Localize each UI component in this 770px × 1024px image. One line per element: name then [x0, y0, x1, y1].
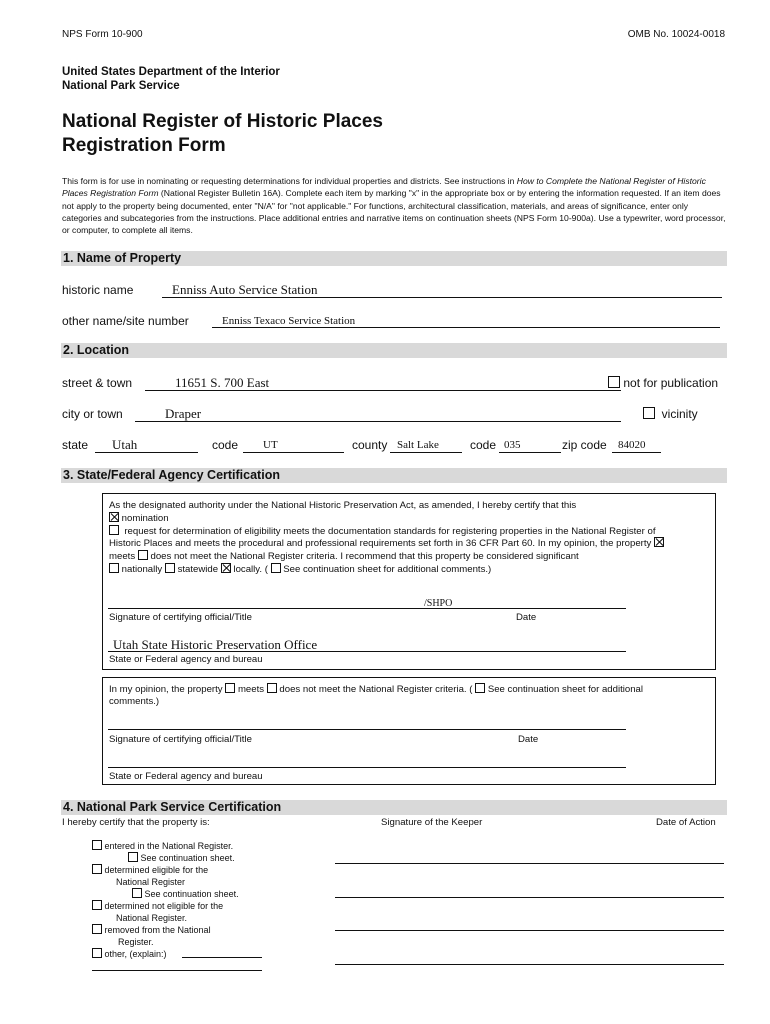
- determined-eligible-label-2: National Register: [116, 877, 186, 887]
- date2-label: Date: [518, 734, 539, 745]
- page-title: National Register of Historic Places: [62, 111, 383, 132]
- county-underline: [390, 452, 462, 453]
- county-label: county: [352, 438, 388, 452]
- service-name: National Park Service: [62, 80, 180, 92]
- see-continuation-2-checkbox[interactable]: [132, 888, 142, 898]
- nps-options: [92, 840, 282, 960]
- opinion-meets-label: meets: [237, 684, 265, 695]
- not-eligible-option[interactable]: [92, 900, 282, 912]
- significance-options: [109, 563, 669, 576]
- date-of-action-label: Date of Action: [656, 817, 716, 828]
- vicinity-checkbox[interactable]: [643, 407, 655, 419]
- entered-option[interactable]: [92, 840, 282, 852]
- signature2-label: Signature of certifying official/Title: [109, 734, 252, 745]
- keeper-line-not-eligible[interactable]: [335, 930, 724, 931]
- instructions-text: [62, 175, 727, 236]
- meets-label: meets: [109, 551, 136, 563]
- keeper-line-removed[interactable]: [335, 964, 724, 965]
- nationally-checkbox[interactable]: [109, 563, 119, 573]
- other-explain-line[interactable]: [182, 957, 262, 958]
- instructions-part: (National Register Bulletin 16A). Complete each item by marking "x" in the appropriate box or by entering the information requested. If an item does not apply to the property being documented, enter "N/A" for "not applicable." For functions, architectural classification, materials, and areas of significance, enter only categories and subcategories from the instructions. Place additional entries and narrative items on continuation sheets (NPS Form 10-900a). Use a typewriter, word processor, or computer, to complete all items.: [62, 188, 726, 236]
- instructions-part: This form is for use in nominating or requesting determinations for individual properties and districts. See instructions in: [62, 176, 517, 186]
- continuation-checkbox[interactable]: [271, 563, 281, 573]
- nomination-checkbox[interactable]: [109, 512, 119, 522]
- street-underline: [145, 390, 621, 391]
- does-not-meet-checkbox[interactable]: [138, 550, 148, 560]
- see-continuation-1-checkbox[interactable]: [128, 852, 138, 862]
- section-4-title: 4. National Park Service Certification: [63, 800, 282, 814]
- removed-option[interactable]: [92, 924, 282, 936]
- section-3-title: 3. State/Federal Agency Certification: [63, 468, 280, 482]
- section-2-title: 2. Location: [63, 343, 129, 357]
- state-code-label: code: [212, 438, 239, 452]
- opinion-continuation-checkbox[interactable]: [475, 683, 485, 693]
- nomination-label: nomination: [121, 512, 169, 524]
- locally-label: locally. (: [233, 563, 268, 575]
- keeper-line-entered[interactable]: [335, 863, 724, 864]
- opinion-does-not-meet-label: does not meet the National Register criteria. (: [279, 684, 473, 695]
- shpo-title: /SHPO: [424, 598, 453, 609]
- nomination-option[interactable]: [109, 512, 669, 525]
- county-code-field[interactable]: 035: [504, 439, 521, 451]
- street-label: street & town: [62, 376, 133, 390]
- instructions-bulletin-title: How to Complete the National Register of Historic Places Registration Form: [62, 176, 706, 199]
- vicinity-label: vicinity: [661, 407, 698, 421]
- section-2-header: [61, 343, 727, 358]
- state-code-field[interactable]: UT: [263, 439, 278, 451]
- determined-eligible-option[interactable]: [92, 864, 282, 876]
- city-label: city or town: [62, 407, 123, 421]
- continuation-label: See continuation sheet for additional comments.): [283, 563, 492, 575]
- agency2-line[interactable]: [108, 767, 626, 768]
- city-underline: [135, 421, 621, 422]
- state-field[interactable]: Utah: [112, 437, 138, 452]
- historic-name-field[interactable]: Enniss Auto Service Station: [172, 282, 318, 297]
- county-code-label: code: [470, 438, 497, 452]
- not-for-publication-label: not for publication: [623, 376, 719, 390]
- not-eligible-label-2: National Register.: [116, 913, 188, 923]
- state-label: state: [62, 438, 89, 452]
- other-name-label: other name/site number: [62, 314, 189, 328]
- signature-label: Signature of certifying official/Title: [109, 612, 252, 623]
- zip-field[interactable]: 84020: [618, 439, 646, 451]
- entered-checkbox[interactable]: [92, 840, 102, 850]
- department-name: United States Department of the Interior: [62, 66, 280, 78]
- page-subtitle: Registration Form: [62, 135, 226, 156]
- other-checkbox[interactable]: [92, 948, 102, 958]
- historic-name-underline: [162, 297, 722, 298]
- agency-field[interactable]: Utah State Historic Preservation Office: [113, 637, 318, 652]
- historic-name-label: historic name: [62, 283, 134, 297]
- other-name-field[interactable]: Enniss Texaco Service Station: [222, 315, 356, 327]
- keeper-label: Signature of the Keeper: [381, 817, 483, 828]
- other-explain-line-2[interactable]: [92, 970, 262, 971]
- other-name-underline: [212, 327, 720, 328]
- not-eligible-checkbox[interactable]: [92, 900, 102, 910]
- see-continuation-1-label: See continuation sheet.: [140, 853, 235, 863]
- city-field[interactable]: Draper: [165, 406, 202, 421]
- entered-label: entered in the National Register.: [104, 841, 234, 851]
- form-number: NPS Form 10-900: [62, 29, 143, 40]
- nationally-label: nationally: [121, 563, 163, 575]
- county-code-underline: [499, 452, 561, 453]
- other-label: other, (explain:): [104, 949, 167, 959]
- statewide-label: statewide: [177, 563, 219, 575]
- meets-checkbox[interactable]: [654, 537, 664, 547]
- opinion-meets-checkbox[interactable]: [225, 683, 235, 693]
- section-1-title: 1. Name of Property: [63, 251, 182, 265]
- county-field[interactable]: Salt Lake: [397, 439, 439, 451]
- agency-label: State or Federal agency and bureau: [109, 654, 263, 665]
- signature-line[interactable]: [108, 608, 626, 609]
- removed-label: removed from the National: [104, 925, 211, 935]
- not-eligible-label: determined not eligible for the: [104, 901, 224, 911]
- street-field[interactable]: 11651 S. 700 East: [175, 375, 270, 390]
- opinion-continuation-label: See continuation sheet for additional comments.): [109, 684, 644, 707]
- other-option[interactable]: [92, 948, 282, 960]
- locally-checkbox[interactable]: [221, 563, 231, 573]
- certify-statement: I hereby certify that the property is:: [62, 817, 210, 828]
- agency2-label: State or Federal agency and bureau: [109, 771, 263, 782]
- removed-label-2: Register.: [118, 937, 154, 947]
- does-not-meet-label: does not meet the National Register criteria. I recommend that this property be considered significant: [150, 551, 579, 563]
- see-continuation-1[interactable]: [92, 852, 282, 864]
- opinion-text: [109, 683, 679, 708]
- see-continuation-2-label: See continuation sheet.: [144, 889, 239, 899]
- state-certification-text: [109, 500, 669, 576]
- removed-checkbox[interactable]: [92, 924, 102, 934]
- not-for-publication-checkbox[interactable]: [608, 376, 620, 388]
- determined-eligible-checkbox[interactable]: [92, 864, 102, 874]
- request-determination-label: request for determination of eligibility meets the documentation standards for registering properties in the National Register of Historic Places and meets the procedural and professional requirements set forth in 36 CFR Part 60. In my opinion, the property: [109, 525, 656, 550]
- request-determination-checkbox[interactable]: [109, 525, 119, 535]
- state-code-underline: [243, 452, 344, 453]
- opinion-does-not-meet-checkbox[interactable]: [267, 683, 277, 693]
- determined-eligible-label: determined eligible for the: [104, 865, 209, 875]
- keeper-line-eligible[interactable]: [335, 897, 724, 898]
- agency-underline: [108, 651, 626, 652]
- vicinity[interactable]: [643, 407, 698, 421]
- section-4-header: [61, 800, 727, 815]
- request-determination: [109, 525, 669, 563]
- not-for-publication[interactable]: [608, 376, 718, 390]
- state-underline: [95, 452, 198, 453]
- zip-underline: [612, 452, 661, 453]
- date-label: Date: [516, 612, 537, 623]
- statewide-checkbox[interactable]: [165, 563, 175, 573]
- authority-statement: As the designated authority under the National Historic Preservation Act, as amended, I hereby certify that this: [109, 500, 577, 511]
- section-1-header: [61, 251, 727, 266]
- section-3-header: [61, 468, 727, 483]
- zip-label: zip code: [562, 438, 607, 452]
- see-continuation-2[interactable]: [92, 888, 282, 900]
- signature2-line[interactable]: [108, 729, 626, 730]
- opinion-part: In my opinion, the property: [109, 684, 223, 695]
- omb-number: OMB No. 10024-0018: [627, 29, 725, 40]
